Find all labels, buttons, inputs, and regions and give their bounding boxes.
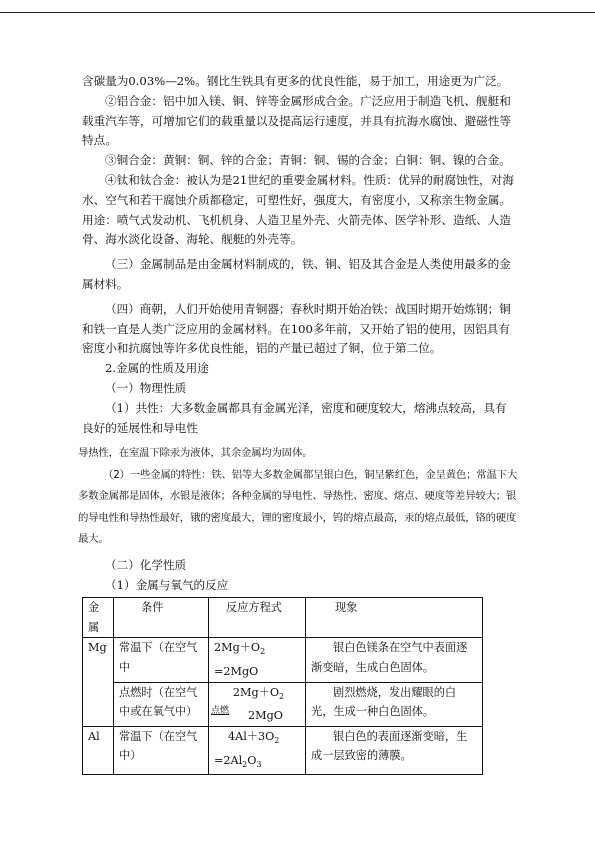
cell-metal-mg: Mg — [83, 638, 114, 726]
paragraph-steel: 含碳量为0.03%—2%。钢比生铁具有更多的优良性能，易于加工，用途更为广泛。 — [82, 74, 509, 88]
cell-equation: $2Mg+O_2 =2MgO$ — [209, 638, 306, 682]
header-metal: 金属 — [83, 598, 114, 638]
table-row — [83, 682, 483, 726]
cell-equation: $4Al+3O_2$ $=2Al_2O_3$ — [209, 726, 306, 774]
table-row — [83, 638, 483, 682]
heading-oxygen-reaction: （1）金属与氧气的反应 — [105, 577, 229, 592]
reaction-table — [82, 597, 483, 775]
header-equation: 反应方程式 — [209, 598, 306, 638]
cell-equation: $2Mg+O_2$ 点燃 2MgO — [209, 682, 306, 726]
header-rule — [0, 12, 595, 13]
document-page — [78, 72, 518, 775]
heading-chemical-properties: （二）化学性质 — [105, 557, 187, 572]
header-condition: 条件 — [114, 598, 209, 638]
paragraph-common-properties: （1）共性：大多数金属都具有金属光泽，密度和硬度较大，熔沸点较高，具有良好的延展性和导电性 — [82, 400, 507, 435]
table-row — [83, 726, 483, 774]
paragraph-aluminum-alloy: ②铝合金：铝中加入镁、铜、锌等金属形成合金。广泛应用于制造飞机、舰艇和载重汽车等，可增加它们的载重量以及提高运行速度，并具有抗海水腐蚀、避磁性等特点。 — [82, 93, 511, 148]
heading-physical-properties: （一）物理性质 — [105, 380, 187, 395]
cell-condition: 常温下（在空气中） — [114, 726, 209, 774]
cell-condition: 常温下（在空气中 — [114, 638, 209, 682]
paragraph-titanium-alloy: ④钛和钛合金：被认为是21世纪的重要金属材料。性质：优异的耐腐蚀性，对海水、空气和若干腐蚀介质都稳定，可塑性好，强度大，有密度小，又称亲生物金属。用途：喷气式发动机、飞机机身、人造卫星外壳、火箭壳体、医学补形、造纸、人造骨、海水淡化设备、海轮、舰艇的外壳等。 — [82, 172, 514, 247]
section-heading-properties: 2.金属的性质及用途 — [105, 361, 209, 376]
cell-phenomenon: 银白色的表面逐渐变暗，生成一层致密的薄膜。 — [306, 726, 483, 774]
table-header-row — [83, 598, 483, 638]
cell-phenomenon: 剧烈燃烧，发出耀眼的白光，生成一种白色固体。 — [306, 682, 483, 726]
cell-condition: 点燃时（在空气中或在氧气中） — [114, 682, 209, 726]
paragraph-metal-products: （三）金属制品是由金属材料制成的，铁、铜、铝及其合金是人类使用最多的金属材料。 — [82, 257, 511, 291]
condition-label: 点燃 — [211, 705, 230, 716]
scan-line-thermal: 导热性，在室温下除汞为液体，其余金属均为固体。 — [78, 447, 313, 460]
paragraph-copper-alloy: ③铜合金：黄铜：铜、锌的合金；青铜：铜、锡的合金；白铜：铜、镍的合金。 — [105, 153, 511, 168]
paragraph-history: （四）商朝，人们开始使用青铜器；春秋时期开始冶铁；战国时期开始炼钢；铜和铁一直是人类广泛应用的金属材料。在100多年前，又开始了铝的使用，因铝具有密度小和抗腐蚀等许多优良性能，铝的产量已超过了铜，位于第二位。 — [82, 301, 511, 356]
cell-phenomenon: 银白色镁条在空气中表面逐渐变暗，生成白色固体。 — [306, 638, 483, 682]
cell-metal-al: Al — [83, 726, 114, 774]
header-phenomenon: 现象 — [306, 598, 483, 638]
scan-paragraph-special-properties: （2）一些金属的特性：铁、铝等大多数金属都呈银白色，铜呈紫红色，金呈黄色；常温下大多数金属都是固体，水银是液体；各种金属的导电性、导热性、密度、熔点、硬度等差异较大；银的导电性和导热性最好，锇的密度最大，锂的密度最小，钨的熔点最高，汞的熔点最低，铬的硬度最大。 — [78, 468, 518, 546]
